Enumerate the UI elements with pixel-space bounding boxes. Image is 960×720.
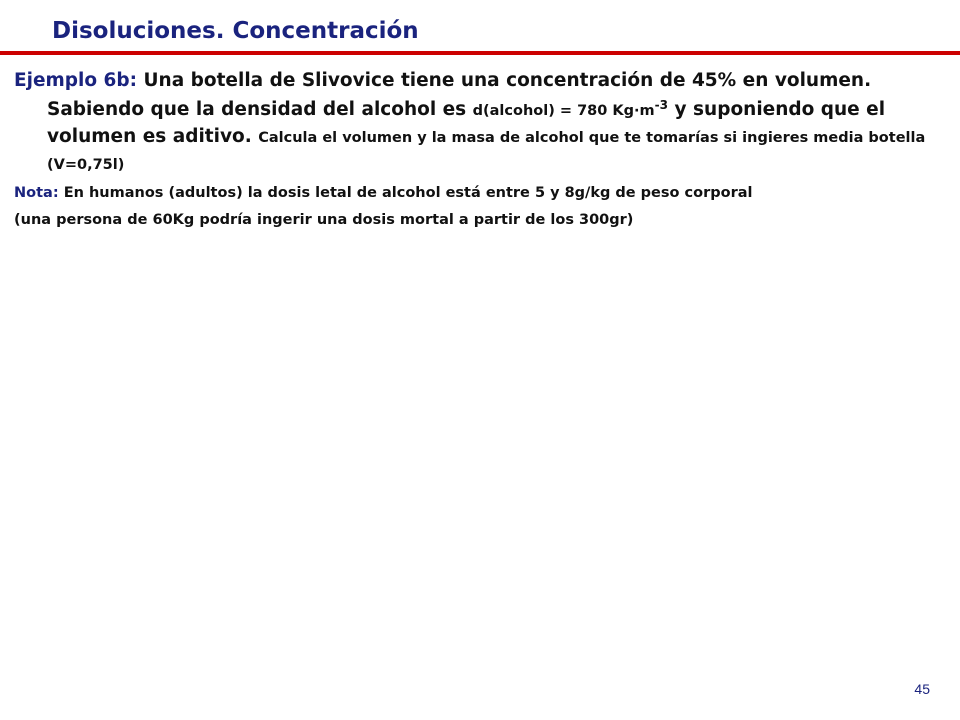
example-label: Ejemplo 6b: <box>14 70 138 91</box>
slide-content <box>14 68 944 231</box>
example-text-2: y suponiendo que el volumen es aditivo. <box>47 98 886 147</box>
density-expression <box>472 98 669 119</box>
example-question: Calcula el volumen y la masa de alcohol que te tomarías si ingieres media botella (V=0,75l) <box>47 129 926 173</box>
title-underline <box>0 51 960 55</box>
slide-title: Disoluciones. Concentración <box>52 18 419 44</box>
note-paragraph <box>14 183 944 204</box>
density-expression-base: d(alcohol) = 780 Kg·m <box>472 102 655 119</box>
example-paragraph <box>14 68 944 178</box>
note-label: Nota: <box>14 184 59 201</box>
note-extra: (una persona de 60Kg podría ingerir una dosis mortal a partir de los 300gr) <box>14 211 634 228</box>
density-exponent: -3 <box>654 98 669 112</box>
example-text-1: Una botella de Slivovice tiene una concentración de 45% en volumen. Sabiendo que la densidad del alcohol es <box>47 70 872 120</box>
note-text: En humanos (adultos) la dosis letal de alcohol está entre 5 y 8g/kg de peso corporal <box>63 184 753 201</box>
page-number: 45 <box>914 681 930 697</box>
